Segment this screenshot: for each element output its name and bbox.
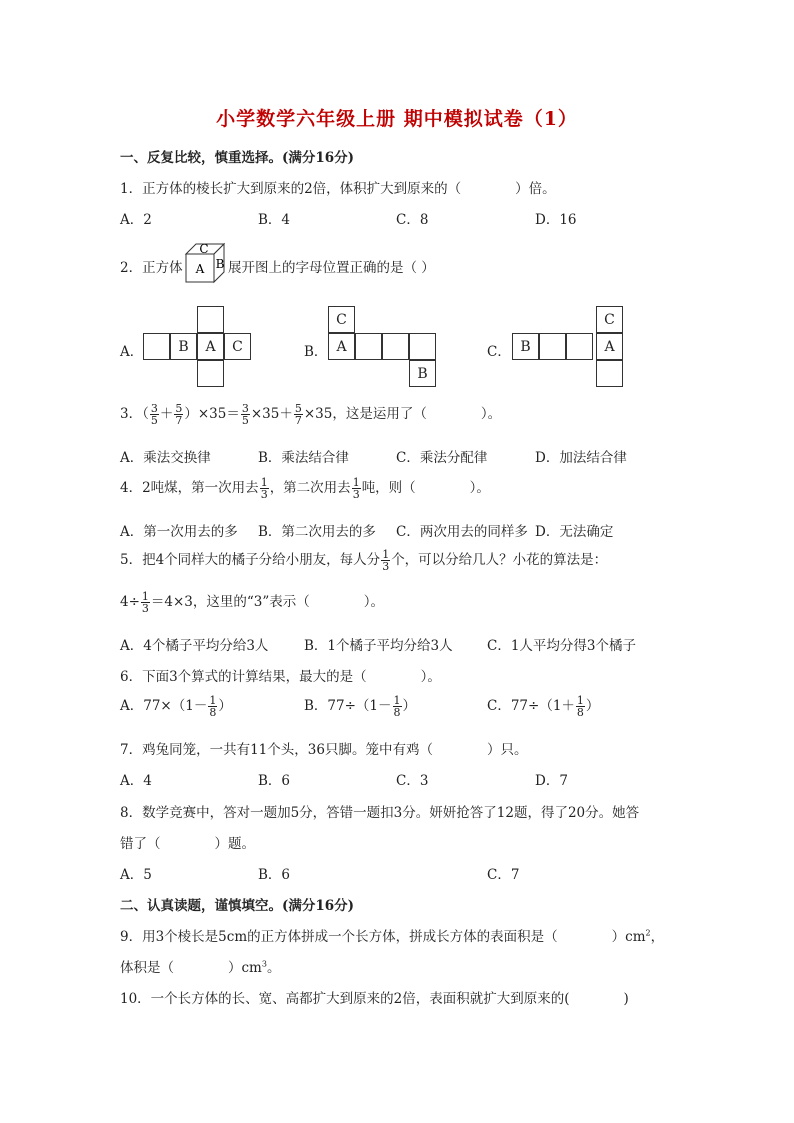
cube-top-letter: C — [199, 242, 209, 256]
q5-option-b: B．1个橘子平均分给3人 — [304, 638, 453, 654]
question-6: 6．下面3个算式的计算结果，最大的是（ ）。 — [120, 669, 441, 685]
net-cell — [197, 360, 224, 387]
q7-option-c: C．3 — [396, 773, 429, 789]
question-2-prefix: 2．正方体 — [120, 260, 183, 276]
net-cell: B — [170, 333, 197, 360]
q3-option-a: A．乘法交换律 — [120, 450, 211, 466]
question-9: 9．用3个棱长是5cm的正方体拼成一个长方体，拼成长方体的表面积是（ ）$cm^2$， — [120, 928, 665, 945]
q8-option-b: B．6 — [258, 867, 291, 883]
net-cell: C — [224, 333, 251, 360]
cube-diagram — [184, 240, 228, 286]
net-cell — [596, 360, 623, 387]
net-cell — [355, 333, 382, 360]
question-2-suffix: 展开图上的字母位置正确的是（ ） — [228, 260, 435, 276]
fraction: $\frac{5}{7}$ — [175, 402, 183, 427]
net-cell: B — [512, 333, 539, 360]
q7-option-b: B．6 — [258, 773, 291, 789]
cube-side-letter: B — [215, 257, 225, 271]
q4-option-a: A．第一次用去的多 — [120, 524, 238, 540]
question-7: 7．鸡兔同笼，一共有11个头，36只脚。笼中有鸡（ ）只。 — [120, 742, 528, 758]
q8-option-c: C．7 — [487, 867, 520, 883]
q3-option-c: C．乘法分配律 — [396, 450, 488, 466]
q4-option-d: D．无法确定 — [535, 524, 614, 540]
q8-option-a: A．5 — [120, 867, 152, 883]
fraction: $\frac{1}{3}$ — [352, 476, 360, 501]
q7-option-a: A．4 — [120, 773, 152, 789]
question-5: 5．把4个同样大的橘子分给小朋友，每人分 $\frac{1}{3}$ 个，可以分给几人？小花的算法是： — [120, 548, 608, 573]
q5-option-c: C．1人平均分得3个橘子 — [487, 638, 637, 654]
q6-option-a: A．77×（1－ $\frac{1}{8}$ ） — [120, 694, 232, 719]
net-cell — [382, 333, 409, 360]
net-cell — [566, 333, 593, 360]
net-cell: C — [596, 306, 623, 333]
q1-option-c: C．8 — [396, 212, 429, 228]
net-cell — [409, 333, 436, 360]
q1-option-b: B．4 — [258, 212, 291, 228]
question-3: 3．（ $\frac{3}{5}$ ＋ $\frac{5}{7}$ ）×35＝ $\frac{3}{5}$ ×35＋ $\frac{5}{7}$ ×35，这是运用了（ ）。 — [120, 402, 502, 427]
net-a-label: A． — [120, 344, 144, 360]
fraction: $\frac{1}{3}$ — [141, 590, 149, 615]
q1-option-d: D．16 — [535, 212, 577, 228]
cube-front-letter: A — [195, 262, 205, 276]
question-9-line-2: 体积是（ ）$cm^3$。 — [120, 959, 281, 976]
section-1-heading: 一、反复比较，慎重选择。(满分16分) — [120, 150, 355, 166]
fraction: $\frac{1}{8}$ — [576, 694, 584, 719]
net-cell — [143, 333, 170, 360]
q4-option-b: B．第二次用去的多 — [258, 524, 376, 540]
q6-option-b: B．77÷（1－ $\frac{1}{8}$ ） — [304, 694, 416, 719]
net-cell — [539, 333, 566, 360]
fraction: $\frac{3}{5}$ — [241, 402, 249, 427]
q5-option-a: A．4个橘子平均分给3人 — [120, 638, 269, 654]
section-2-heading: 二、认真读题，谨慎填空。(满分16分) — [120, 898, 355, 914]
question-8-line-2: 错了（ ）题。 — [120, 836, 255, 852]
net-cell — [197, 306, 224, 333]
question-10: 10．一个长方体的长、宽、高都扩大到原来的2倍，表面积就扩大到原来的( ) — [120, 991, 629, 1007]
fraction: $\frac{1}{8}$ — [209, 694, 217, 719]
net-cell: C — [328, 306, 355, 333]
question-8: 8．数学竞赛中，答对一题加5分，答错一题扣3分。妍妍抢答了12题，得了20分。她答 — [120, 805, 640, 821]
net-cell: A — [328, 333, 355, 360]
q3-option-d: D．加法结合律 — [535, 450, 627, 466]
net-cell: A — [197, 333, 224, 360]
question-5-line-2: 4÷ $\frac{1}{3}$ ＝4×3，这里的“3”表示（ ）。 — [120, 590, 385, 615]
q7-option-d: D．7 — [535, 773, 568, 789]
net-c-label: C． — [487, 344, 511, 360]
fraction: $\frac{1}{3}$ — [382, 548, 390, 573]
fraction: $\frac{1}{3}$ — [260, 476, 268, 501]
q3-option-b: B．乘法结合律 — [258, 450, 349, 466]
page-title: 小学数学六年级上册 期中模拟试卷（1） — [216, 108, 578, 130]
net-cell: A — [596, 333, 623, 360]
fraction: $\frac{5}{7}$ — [294, 402, 302, 427]
q6-option-c: C．77÷（1＋ $\frac{1}{8}$ ） — [487, 694, 600, 719]
net-cell: B — [409, 360, 436, 387]
question-1: 1．正方体的棱长扩大到原来的2倍，体积扩大到原来的（ ）倍。 — [120, 181, 556, 197]
q1-option-a: A．2 — [120, 212, 152, 228]
q4-option-c: C．两次用去的同样多 — [396, 524, 528, 540]
fraction: $\frac{1}{8}$ — [393, 694, 401, 719]
net-b-label: B． — [304, 344, 328, 360]
question-4: 4．2吨煤，第一次用去 $\frac{1}{3}$ ，第二次用去 $\frac{1}{3}$ 吨，则（ ）。 — [120, 476, 490, 501]
fraction: $\frac{3}{5}$ — [150, 402, 158, 427]
